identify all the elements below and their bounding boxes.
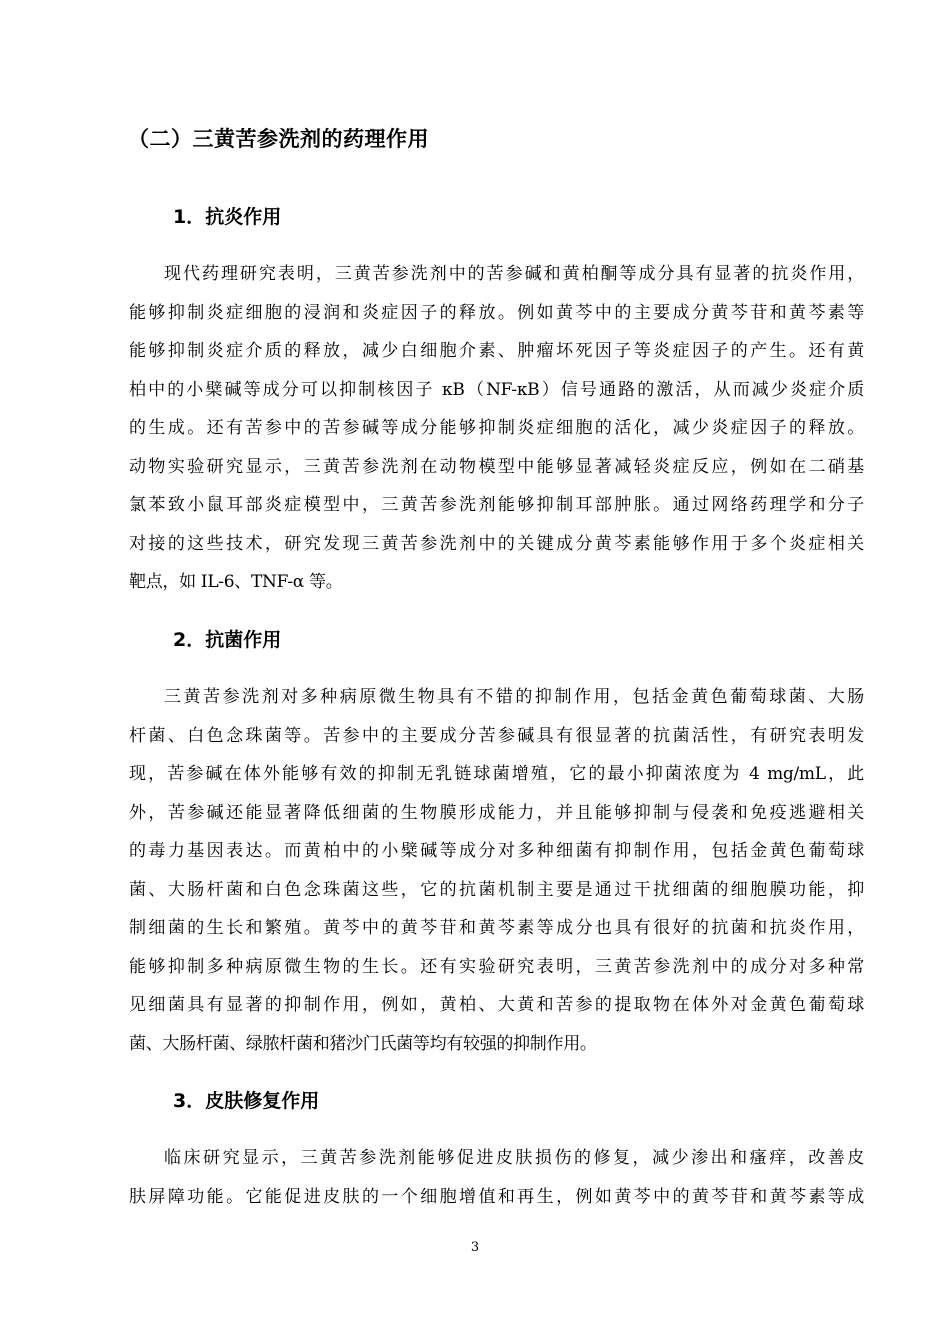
paragraph-line: 现，苦参碱在体外能够有效的抑制无乳链球菌增殖，它的最小抑菌浓度为 4 mg/mL，此	[129, 764, 864, 784]
paragraph-line: 临床研究显示，三黄苦参洗剂能够促进皮肤损伤的修复，减少渗出和瘙痒，改善皮	[164, 1148, 864, 1168]
subsection-heading-anti-inflammatory: 1．抗炎作用	[173, 206, 282, 228]
paragraph-line: 能够抑制炎症介质的释放，减少白细胞介素、肿瘤坏死因子等炎症因子的产生。还有黄	[129, 341, 864, 361]
paragraph-line: 制细菌的生长和繁殖。黄芩中的黄芩苷和黄芩素等成分也具有很好的抗菌和抗炎作用，	[129, 918, 864, 938]
paragraph-antibacterial	[129, 678, 864, 1063]
page-number: 3	[470, 1240, 480, 1255]
paragraph-line: 靶点，如 IL-6、TNF-α 等。	[129, 572, 343, 592]
paragraph-line: 见细菌具有显著的抑制作用，例如，黄柏、大黄和苦参的提取物在体外对金黄色葡萄球	[129, 995, 864, 1015]
paragraph-line: 菌、大肠杆菌和白色念珠菌这些，它的抗菌机制主要是通过干扰细菌的细胞膜功能，抑	[129, 879, 864, 900]
paragraph-skin-repair	[129, 1139, 864, 1216]
paragraph-line: 现代药理研究表明，三黄苦参洗剂中的苦参碱和黄柏酮等成分具有显著的抗炎作用，	[164, 264, 864, 284]
paragraph-line: 的毒力基因表达。而黄柏中的小檗碱等成分对多种细菌有抑制作用，包括金黄色葡萄球	[129, 841, 864, 861]
paragraph-line: 的生成。还有苦参中的苦参碱等成分能够抑制炎症细胞的活化，减少炎症因子的释放。	[129, 418, 864, 438]
paragraph-line: 外，苦参碱还能显著降低细菌的生物膜形成能力，并且能够抑制与侵袭和免疫逃避相关	[129, 802, 864, 823]
paragraph-line: 肤屏障功能。它能促进皮肤的一个细胞增值和再生，例如黄芩中的黄芩苷和黄芩素等成	[129, 1186, 864, 1207]
paragraph-line: 动物实验研究显示，三黄苦参洗剂在动物模型中能够显著减轻炎症反应，例如在二硝基	[129, 456, 864, 477]
paragraph-line: 能够抑制炎症细胞的浸润和炎症因子的释放。例如黄芩中的主要成分黄芩苷和黄芩素等	[129, 302, 864, 323]
paragraph-line: 三黄苦参洗剂对多种病原微生物具有不错的抑制作用，包括金黄色葡萄球菌、大肠	[164, 687, 864, 707]
paragraph-line: 杆菌、白色念珠菌等。苦参中的主要成分苦参碱具有很显著的抗菌活性，有研究表明发	[129, 725, 864, 746]
paragraph-line: 能够抑制多种病原微生物的生长。还有实验研究表明，三黄苦参洗剂中的成分对多种常	[129, 956, 864, 977]
subsection-heading-skin-repair: 3．皮肤修复作用	[173, 1090, 320, 1112]
paragraph-anti-inflammatory	[129, 255, 864, 602]
subsection-heading-antibacterial: 2．抗菌作用	[173, 629, 282, 651]
paragraph-line: 氯苯致小鼠耳部炎症模型中，三黄苦参洗剂能够抑制耳部肿胀。通过网络药理学和分子	[129, 495, 864, 515]
section-title: （二）三黄苦参洗剂的药理作用	[128, 127, 429, 151]
paragraph-line: 菌、大肠杆菌、绿脓杆菌和猪沙门氏菌等均有较强的抑制作用。	[129, 1033, 597, 1054]
paragraph-line: 对接的这些技术，研究发现三黄苦参洗剂中的关键成分黄芩素能够作用于多个炎症相关	[129, 533, 864, 554]
paragraph-line: 柏中的小檗碱等成分可以抑制核因子 κB（NF-κB）信号通路的激活，从而减少炎症介质	[129, 379, 864, 400]
